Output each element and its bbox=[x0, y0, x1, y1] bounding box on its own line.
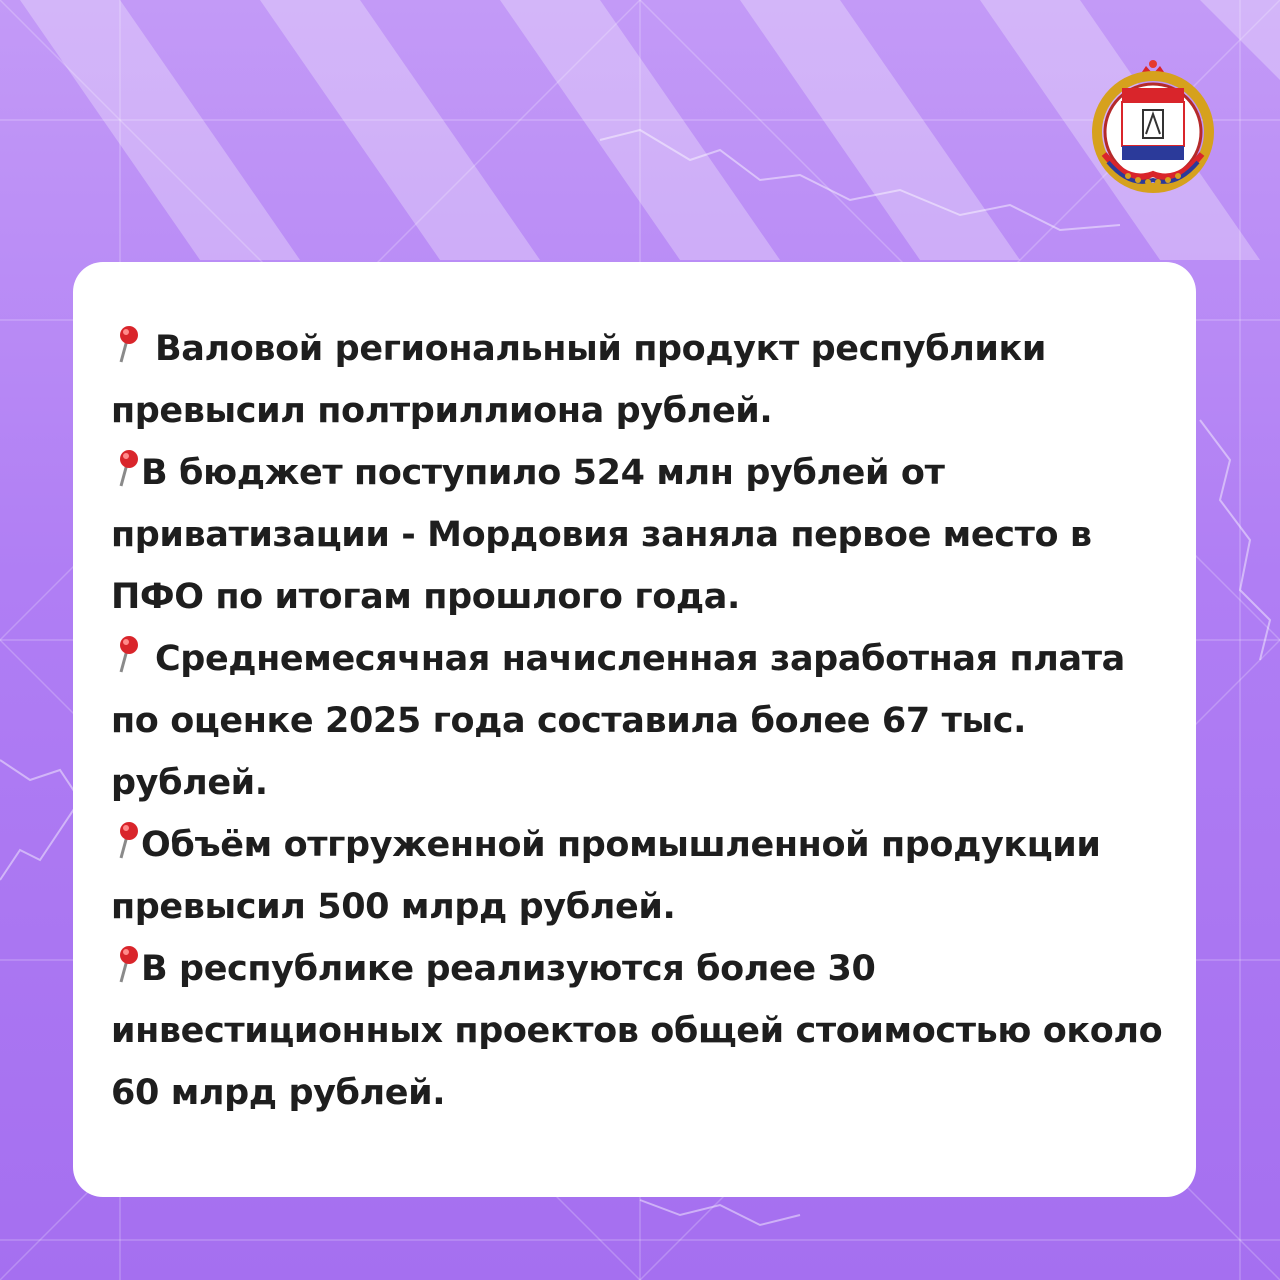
item-text: Среднемесячная начисленная заработная плата по оценке 2025 года составила более 67 тыс. рублей. bbox=[111, 639, 1125, 803]
pushpin-icon bbox=[111, 634, 141, 674]
pushpin-icon bbox=[111, 448, 141, 488]
pushpin-icon bbox=[111, 820, 141, 860]
list-item bbox=[111, 628, 1166, 814]
pushpin-icon bbox=[111, 324, 141, 364]
list-item bbox=[111, 318, 1166, 442]
coat-of-arms-icon bbox=[1088, 58, 1218, 194]
pushpin-icon bbox=[111, 944, 141, 984]
coat-of-arms-emblem bbox=[1088, 58, 1218, 194]
list-item bbox=[111, 814, 1166, 938]
list-item bbox=[111, 442, 1166, 628]
item-text: Объём отгруженной промышленной продукции превысил 500 млрд рублей. bbox=[111, 825, 1101, 927]
item-text: В республике реализуются более 30 инвестиционных проектов общей стоимостью около 60 млрд рублей. bbox=[111, 949, 1163, 1113]
item-text: В бюджет поступило 524 млн рублей от приватизации - Мордовия заняла первое место в ПФО по итогам прошлого года. bbox=[111, 453, 1092, 617]
list-item bbox=[111, 938, 1166, 1124]
content-card bbox=[73, 262, 1196, 1197]
item-text: Валовой региональный продукт республики превысил полтриллиона рублей. bbox=[111, 329, 1047, 431]
